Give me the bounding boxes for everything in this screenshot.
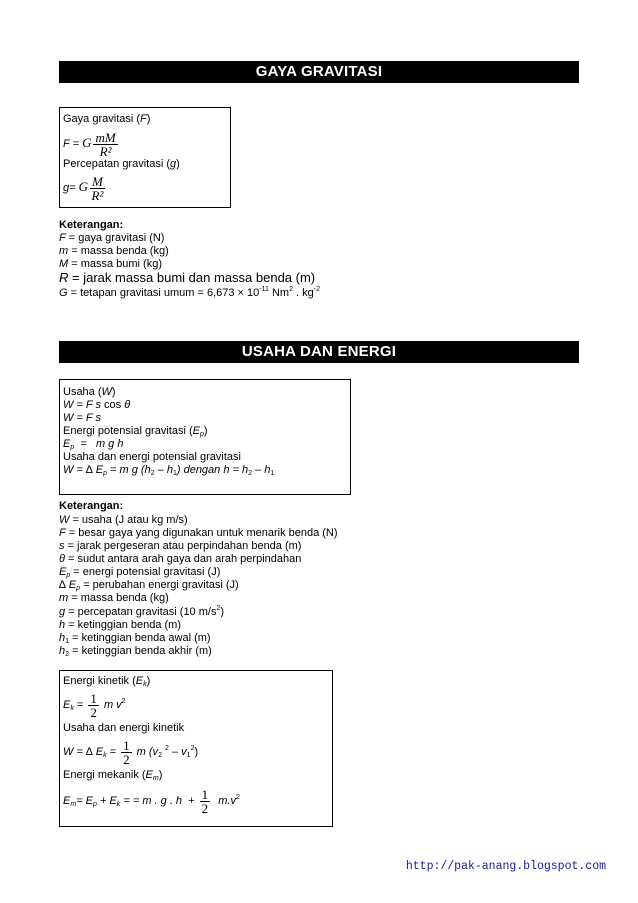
usaha-formula: W = F s (63, 412, 101, 424)
keterangan-item: h = ketinggian benda (m) (59, 619, 182, 631)
footer-url[interactable]: http://pak-anang.blogspot.com (405, 860, 606, 873)
energi-mekanik-formula: $E_m= E_p + E_k$ = = m . g . h + $\frac{1}{2}$ $m.v^2$ (63, 786, 240, 816)
usaha-energi-kinetik-formula: W = ∆ $E_k$ = $\frac{1}{2}$ m ($v_2$ $^2 - v_1^2$) (63, 737, 199, 767)
keterangan-item: F = besar gaya yang digunakan untuk menarik benda (N) (59, 527, 338, 539)
formula-gaya: F = G $\frac{mM}{\text{R²}}$ (63, 129, 116, 159)
keterangan-item: ∆ $E_p$ = perubahan energi gravitasi (J) (59, 579, 239, 592)
section-title-usaha-energi: USAHA DAN ENERGI (59, 341, 579, 363)
formula-box-usaha (59, 379, 351, 495)
keterangan-title-usaha: Keterangan: (59, 500, 124, 512)
energi-potensial-label: Energi potensial gravitasi $(E_p)$ (63, 425, 208, 438)
usaha-formula-cos: W = F s cos θ (63, 399, 131, 411)
usaha-energi-kinetik-label: Usaha dan energi kinetik (63, 722, 185, 734)
formula-gaya-label: Gaya gravitasi (F) (63, 113, 151, 125)
keterangan-item: m = massa benda (kg) (59, 592, 169, 604)
keterangan-item: W = usaha (J atau kg m/s) (59, 514, 188, 526)
keterangan-item: F = gaya gravitasi (N) (59, 232, 165, 244)
keterangan-item: θ = sudut antara arah gaya dan arah perpindahan (59, 553, 302, 565)
energi-kinetik-label: Energi kinetik $(E_k)$ (63, 675, 151, 688)
keterangan-item-G: G = tetapan gravitasi umum = $6,673 \times 10^{-11}$ Nm$^2$ . $kg^{-2}$ (59, 286, 320, 299)
usaha-label: Usaha (W) (63, 386, 116, 398)
keterangan-item: g = percepatan gravitasi (10 $m/s^2$) (59, 605, 225, 618)
keterangan-item: R = jarak massa bumi dan massa benda (m) (59, 270, 316, 285)
usaha-energi-potensial-label: Usaha dan energi potensial gravitasi (63, 451, 241, 463)
formula-box-energi (59, 670, 333, 827)
keterangan-item: $h_2$ = ketinggian benda akhir (m) (59, 645, 212, 658)
energi-mekanik-label: Energi mekanik $(E_m)$ (63, 769, 163, 782)
usaha-energi-potensial-formula: W = ∆ $E_p = m$ g $(h_2 - h_1)$ dengan $h = h_2 - h_1$ (63, 464, 275, 477)
energi-potensial-formula: $E_p = m$ g h (63, 438, 124, 451)
energi-kinetik-formula: $E_k$ = $\frac{1}{2}$ m $v^2$ (63, 690, 126, 720)
keterangan-title-gaya: Keterangan: (59, 219, 124, 231)
keterangan-item: $h_1$ = ketinggian benda awal (m) (59, 632, 211, 645)
keterangan-item: $E_p$ = energi potensial gravitasi (J) (59, 566, 221, 579)
formula-percepatan: g= G $\frac{M}{\text{R²}}$ (63, 173, 104, 203)
keterangan-item: s = jarak pergeseran atau perpindahan benda (m) (59, 540, 302, 552)
formula-percepatan-label: Percepatan gravitasi (g) (63, 158, 180, 170)
section-title-gaya-gravitasi: GAYA GRAVITASI (59, 61, 579, 83)
keterangan-item: m = massa benda (kg) (59, 245, 169, 257)
formula-box-gaya (59, 107, 231, 208)
keterangan-item: M = massa bumi (kg) (59, 258, 163, 270)
